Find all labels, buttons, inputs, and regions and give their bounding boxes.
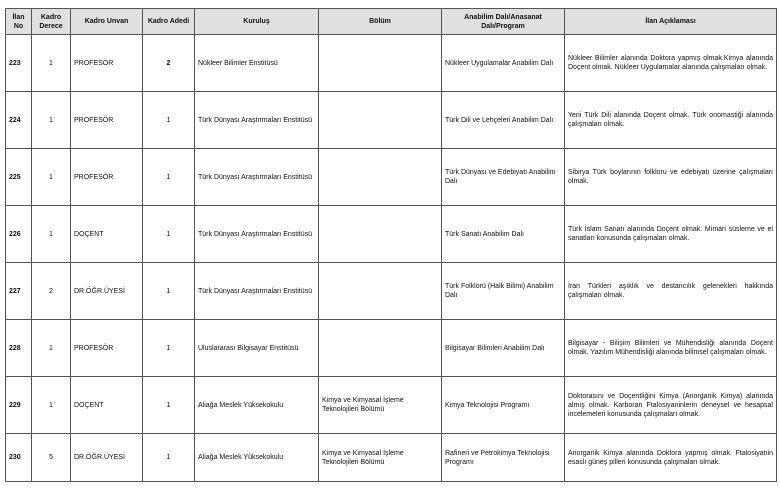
cell-kadro-adedi: 2 xyxy=(143,35,195,92)
cell-anabilim: Türk Dünyası ve Edebiyatı Anabilim Dalı xyxy=(442,149,565,206)
cell-bolum: Kimya ve Kimyasal İşleme Teknolojileri Bölümü xyxy=(319,434,442,482)
cell-kadro-adedi: 1 xyxy=(143,149,195,206)
table-row xyxy=(6,35,777,92)
header-kadro-derece: Kadro Derece xyxy=(32,9,71,35)
cell-kadro-adedi: 1 xyxy=(143,320,195,377)
table-row xyxy=(6,149,777,206)
cell-kurulus: Aliağa Meslek Yüksekokulu xyxy=(195,377,319,434)
cell-kurulus: Türk Dünyası Araştırmaları Enstitüsü xyxy=(195,206,319,263)
table-row xyxy=(6,92,777,149)
cell-kurulus: Aliağa Meslek Yüksekokulu xyxy=(195,434,319,482)
table-row xyxy=(6,377,777,434)
job-listing-table xyxy=(5,8,777,482)
cell-ilan-no: 225 xyxy=(6,149,32,206)
cell-aciklama: Yeni Türk Dili alanında Doçent olmak. Türk onomastiği alanında çalışmaları olmak. xyxy=(565,92,777,149)
cell-kadro-unvan: PROFESÖR xyxy=(71,320,143,377)
cell-aciklama: Türk İslam Sanatı alanında Doçent olmak. Mimari süsleme ve el sanatları konusunda çalışmaları olmak. xyxy=(565,206,777,263)
cell-kadro-unvan: DOÇENT xyxy=(71,377,143,434)
cell-ilan-no: 230 xyxy=(6,434,32,482)
cell-kurulus: Türk Dünyası Araştırmaları Enstitüsü xyxy=(195,263,319,320)
cell-kadro-adedi: 1 xyxy=(143,434,195,482)
cell-bolum xyxy=(319,320,442,377)
cell-anabilim: Kimya Teknolojisi Programı xyxy=(442,377,565,434)
cell-anabilim: Nükleer Uygulamalar Anabilim Dalı xyxy=(442,35,565,92)
cell-anabilim: Türk Folklorü (Halk Bilimi) Anabilim Dalı xyxy=(442,263,565,320)
cell-kadro-unvan: DR.ÖĞR.ÜYESİ xyxy=(71,263,143,320)
header-kurulus: Kuruluş xyxy=(195,9,319,35)
cell-bolum xyxy=(319,206,442,263)
header-row xyxy=(6,9,777,35)
cell-bolum xyxy=(319,92,442,149)
cell-anabilim: Türk Dili ve Lehçeleri Anabilim Dalı xyxy=(442,92,565,149)
table-body xyxy=(6,35,777,482)
cell-bolum: Kimya ve Kimyasal İşleme Teknolojileri Bölümü xyxy=(319,377,442,434)
cell-aciklama: Doktorasını ve Doçentliğini Kimya (Anorganik Kimya) alanında almış olmak. Karboran Ftalosiyaninlerin deneysel ve hesapsal incelemeleri konusunda çalışmaları olmak. xyxy=(565,377,777,434)
cell-bolum xyxy=(319,35,442,92)
cell-kadro-derece: 1 xyxy=(32,92,71,149)
cell-aciklama: Sibirya Türk boylarının folkloru ve edebiyatı üzerine çalışmaları olmak. xyxy=(565,149,777,206)
cell-kadro-unvan: PROFESÖR xyxy=(71,149,143,206)
cell-kadro-unvan: PROFESÖR xyxy=(71,92,143,149)
cell-kadro-derece: 1 xyxy=(32,35,71,92)
cell-aciklama: İran Türkleri aşıklık ve destancılık gelenekleri hakkında çalışmaları olmak. xyxy=(565,263,777,320)
header-bolum: Bölüm xyxy=(319,9,442,35)
cell-kadro-adedi: 1 xyxy=(143,377,195,434)
cell-kadro-unvan: DOÇENT xyxy=(71,206,143,263)
cell-anabilim: Türk Sanatı Anabilim Dalı xyxy=(442,206,565,263)
cell-ilan-no: 226 xyxy=(6,206,32,263)
cell-bolum xyxy=(319,263,442,320)
cell-kadro-unvan: DR.ÖĞR.ÜYESİ xyxy=(71,434,143,482)
document-page xyxy=(5,8,777,482)
table-row xyxy=(6,263,777,320)
cell-kadro-derece: 1 xyxy=(32,320,71,377)
header-ilan-no: İlan No xyxy=(6,9,32,35)
table-row xyxy=(6,320,777,377)
cell-kurulus: Nükleer Bilimler Enstitüsü xyxy=(195,35,319,92)
cell-kurulus: Uluslararası Bilgisayar Enstitüsü xyxy=(195,320,319,377)
cell-ilan-no: 224 xyxy=(6,92,32,149)
header-kadro-adedi: Kadro Adedi xyxy=(143,9,195,35)
cell-ilan-no: 228 xyxy=(6,320,32,377)
header-aciklama: İlan Açıklaması xyxy=(565,9,777,35)
table-row xyxy=(6,206,777,263)
cell-kadro-derece: 1 xyxy=(32,377,71,434)
cell-kadro-adedi: 1 xyxy=(143,263,195,320)
cell-aciklama: Nükleer Bilimler alanında Doktora yapmış olmak.Kimya alanında Doçent olmak. Nükleer Uygulamalar alanında çalışmaları olmak. xyxy=(565,35,777,92)
cell-ilan-no: 223 xyxy=(6,35,32,92)
header-kadro-unvan: Kadro Unvan xyxy=(71,9,143,35)
header-anabilim: Anabilim Dalı/Anasanat Dalı/Program xyxy=(442,9,565,35)
cell-kadro-adedi: 1 xyxy=(143,206,195,263)
cell-aciklama: Bilgisayar - Bilişim Bilimleri ve Mühendisliği alanında Doçent olmak. Yazılım Mühendisliği alanında bilimsel çalışmaları olmak. xyxy=(565,320,777,377)
cell-kadro-unvan: PROFESÖR xyxy=(71,35,143,92)
cell-kadro-derece: 2 xyxy=(32,263,71,320)
cell-kadro-derece: 5 xyxy=(32,434,71,482)
cell-aciklama: Anorganik Kimya alanında Doktora yapmış olmak. Ftalosiyanin esaslı güneş pilleri konusunda çalışmaları olmak. xyxy=(565,434,777,482)
table-row xyxy=(6,434,777,482)
cell-ilan-no: 229 xyxy=(6,377,32,434)
cell-anabilim: Bilgisayar Bilimleri Anabilim Dalı xyxy=(442,320,565,377)
cell-kurulus: Türk Dünyası Araştırmaları Enstitüsü xyxy=(195,149,319,206)
cell-kadro-adedi: 1 xyxy=(143,92,195,149)
cell-kadro-derece: 1 xyxy=(32,149,71,206)
cell-ilan-no: 227 xyxy=(6,263,32,320)
cell-anabilim: Rafineri ve Petrokimya Teknolojisi Programı xyxy=(442,434,565,482)
cell-kadro-derece: 1 xyxy=(32,206,71,263)
cell-kurulus: Türk Dünyası Araştırmaları Enstitüsü xyxy=(195,92,319,149)
cell-bolum xyxy=(319,149,442,206)
